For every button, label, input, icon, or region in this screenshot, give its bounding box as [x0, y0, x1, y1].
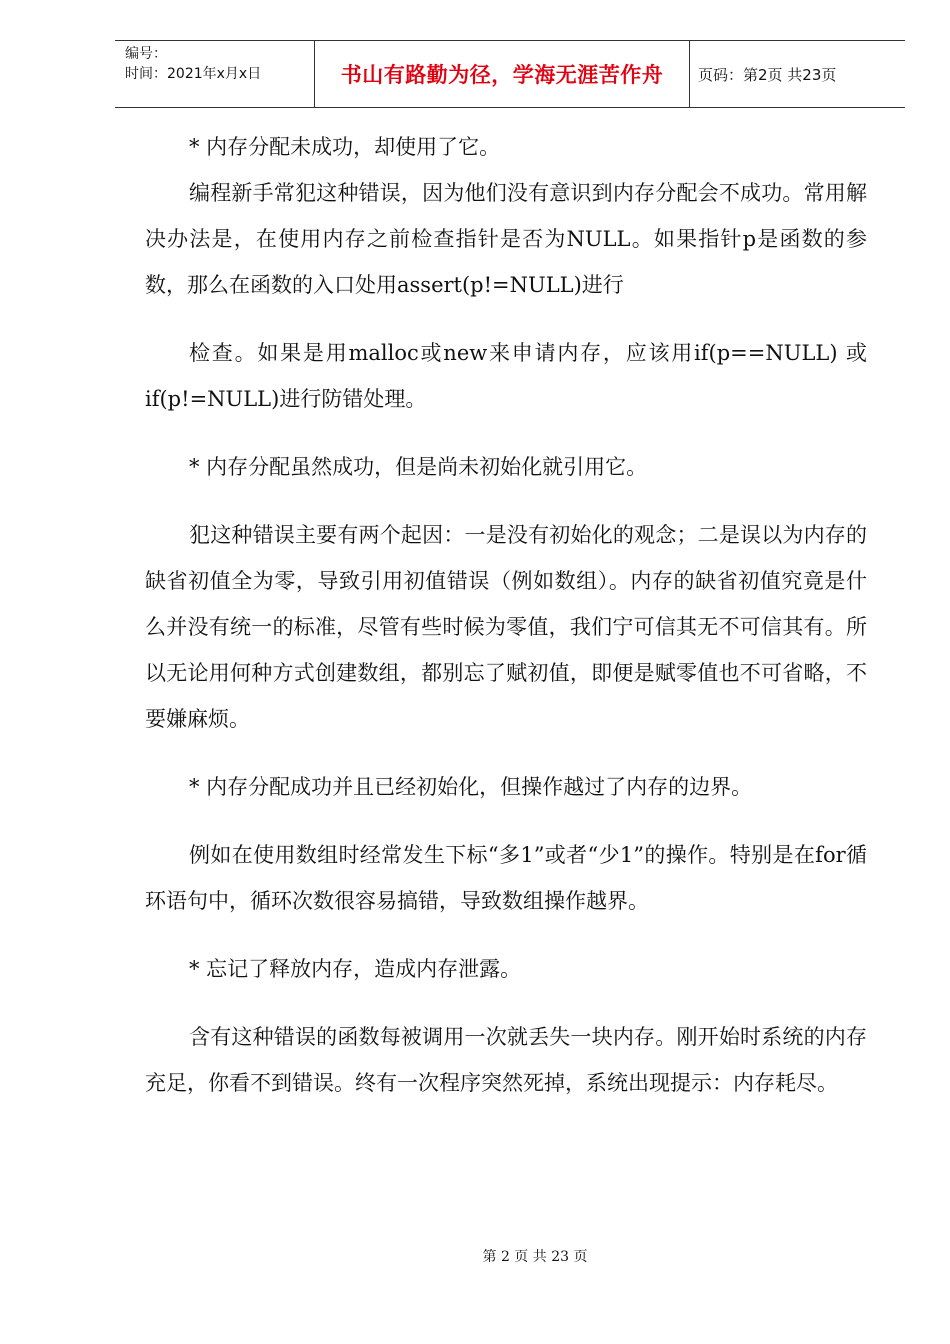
header-page-info: 页码：第2页 共23页 [698, 65, 837, 84]
page-header [115, 40, 905, 108]
bullet-paragraph: * 内存分配未成功，却使用了它。 [189, 135, 501, 159]
time-label: 时间：2021年x月x日 [125, 66, 262, 82]
bullet-paragraph: * 内存分配成功并且已经初始化，但操作越过了内存的边界。 [189, 775, 753, 799]
number-label: 编号： [125, 46, 167, 62]
body-paragraph: 犯这种错误主要有两个起因：一是没有初始化的观念；二是误以为内存的缺省初值全为零，导致引用初值错误（例如数组）。内存的缺省初值究竟是什么并没有统一的标准，尽管有些时候为零值，我们宁可信其无不可信其有。所以无论用何种方式创建数组，都别忘了赋初值，即便是赋零值也不可省略，不要嫌麻烦。 [145, 523, 867, 731]
header-meta [115, 41, 315, 107]
body-paragraph: 含有这种错误的函数每被调用一次就丢失一块内存。刚开始时系统的内存充足，你看不到错误。终有一次程序突然死掉，系统出现提示：内存耗尽。 [145, 1025, 867, 1095]
page-footer: 第 2 页 共 23 页 [482, 1249, 588, 1265]
bullet-paragraph: * 内存分配虽然成功，但是尚未初始化就引用它。 [189, 455, 648, 479]
body-paragraph: 例如在使用数组时经常发生下标“多1”或者“少1”的操作。特别是在for循环语句中，循环次数很容易搞错，导致数组操作越界。 [145, 843, 867, 913]
bullet-paragraph: * 忘记了释放内存，造成内存泄露。 [189, 957, 522, 981]
header-motto: 书山有路勤为径，学海无涯苦作舟 [315, 41, 690, 107]
document-body [145, 124, 867, 1106]
body-paragraph: 检查。如果是用malloc或new来申请内存，应该用if(p==NULL) 或if(p!=NULL)进行防错处理。 [145, 341, 867, 411]
body-paragraph: 编程新手常犯这种错误，因为他们没有意识到内存分配会不成功。常用解决办法是，在使用内存之前检查指针是否为NULL。如果指针p是函数的参数，那么在函数的入口处用assert(p!=NULL)进行 [145, 181, 867, 297]
